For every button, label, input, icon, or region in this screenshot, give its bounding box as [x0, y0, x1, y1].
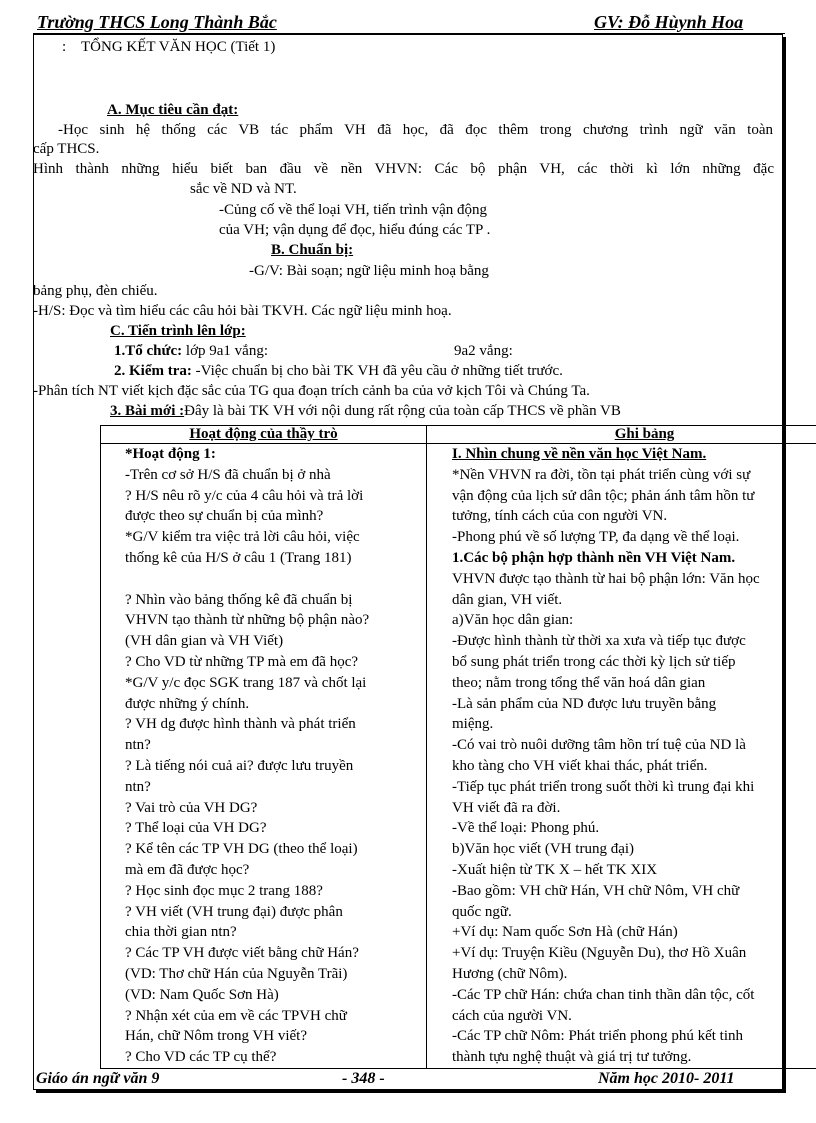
activity-line: ? VH viết (VH trung đại) được phân: [125, 903, 343, 920]
activity-line: ntn?: [125, 778, 151, 795]
footer-rule: [33, 1089, 785, 1090]
activity-line: [125, 569, 426, 590]
table-left-column: [101, 444, 427, 1069]
board-line: kho tàng cho VH viết khai thác, phát triển.: [452, 757, 708, 774]
activity-line: VHVN tạo thành từ những bộ phận nào?: [125, 612, 370, 629]
activity-line: ? Thể loại của VH DG?: [125, 820, 267, 837]
activity-table: [100, 425, 816, 1069]
board-line: -Tiếp tục phát triển trong suốt thời kì trung đại khi: [452, 778, 755, 795]
activity-line: ? Là tiếng nói cuả ai? được lưu truyền: [125, 757, 354, 774]
section-a-line2: cấp THCS.: [33, 141, 100, 157]
section-c3: 3. Bài mới :Đây là bài TK VH với nội dung rất rộng của toàn cấp THCS về phần VB: [110, 403, 621, 419]
activity-line: ? Cho VD các TP cụ thể?: [125, 1049, 277, 1066]
activity-line: (VD: Nam Quốc Sơn Hà): [125, 986, 279, 1003]
lesson-title-prefix: :: [62, 39, 67, 55]
section-c2-line2: -Phân tích NT viết kịch đặc sắc của TG qua đoạn trích cảnh ba của vở kịch Tôi và Chúng Ta.: [33, 383, 590, 399]
board-line: a)Văn học dân gian:: [452, 612, 574, 629]
footer-right: Năm học 2010- 2011: [598, 1070, 735, 1087]
header-school: Trường THCS Long Thành Bắc: [37, 12, 277, 32]
board-line: tưởng, tính cách của con người VN.: [452, 508, 668, 525]
activity-line: được theo sự chuẩn bị của mình?: [125, 508, 324, 525]
section-c-heading: C. Tiến trình lên lớp:: [110, 323, 246, 339]
activity-line: Hán, chữ Nôm trong VH viết?: [125, 1028, 307, 1045]
board-line: quốc ngữ.: [452, 903, 512, 920]
activity-line: chia thời gian ntn?: [125, 924, 237, 941]
section-a-line5: -Củng cố về thể loại VH, tiến trình vận động: [219, 202, 488, 218]
board-line: VH viết đã ra đời.: [452, 799, 561, 816]
section-b-line3: -H/S: Đọc và tìm hiểu các câu hỏi bài TKVH. Các ngữ liệu minh hoạ.: [33, 303, 452, 319]
activity-line: ntn?: [125, 737, 151, 754]
activity-line: ? Vai trò của VH DG?: [125, 799, 258, 816]
section-a-line1: -Học sinh hệ thống các VB tác phẩm VH đã học, đã đọc thêm trong chương trình ngữ văn toàn: [58, 122, 773, 138]
board-line: -Xuất hiện từ TK X – hết TK XIX: [452, 861, 658, 878]
board-line: -Về thể loại: Phong phú.: [452, 820, 600, 837]
activity-line: ? Nhìn vào bảng thống kê đã chuẩn bị: [125, 591, 353, 608]
activity-line: ? Kể tên các TP VH DG (theo thể loại): [125, 841, 358, 858]
activity-line: ? VH dg được hình thành và phát triển: [125, 716, 356, 733]
board-line: VHVN được tạo thành từ hai bộ phận lớn: Văn học: [452, 570, 760, 587]
board-line: -Phong phú về số lượng TP, đa dạng về thể loại.: [452, 529, 740, 546]
section-c2: 2. Kiểm tra: -Việc chuẩn bị cho bài TK VH đã yêu cầu ở những tiết trước.: [114, 363, 563, 379]
board-line: dân gian, VH viết.: [452, 591, 563, 608]
activity-line: ? Học sinh đọc mục 2 trang 188?: [125, 882, 323, 899]
board-line: -Bao gồm: VH chữ Hán, VH chữ Nôm, VH chữ: [452, 882, 740, 899]
activity-line: thống kê của H/S ở câu 1 (Trang 181): [125, 549, 352, 566]
activity-line: ? Các TP VH được viết bằng chữ Hán?: [125, 945, 359, 962]
board-line: -Là sản phẩm của ND được lưu truyền bằng: [452, 695, 717, 712]
footer-left: Giáo án ngữ văn 9: [36, 1070, 160, 1087]
board-line: 1.Các bộ phận hợp thành nền VH Việt Nam.: [452, 549, 736, 566]
board-line: -Có vai trò nuôi dưỡng tâm hồn trí tuệ của ND là: [452, 737, 746, 754]
activity-line: (VD: Thơ chữ Hán của Nguyễn Trãi): [125, 965, 348, 982]
board-line: vận động của lịch sử dân tộc; phản ánh tâm hồn tư: [452, 487, 755, 504]
section-b-line1: -G/V: Bài soạn; ngữ liệu minh hoạ bằng: [249, 263, 489, 279]
table-header-left: Hoạt động của thầy trò: [101, 426, 427, 444]
footer-page-number: - 348 -: [342, 1070, 385, 1087]
activity-line: được những ý chính.: [125, 695, 250, 712]
board-line: miệng.: [452, 716, 494, 733]
board-line: thành tựu nghệ thuật và giá trị tư tưởng.: [452, 1049, 692, 1066]
activity-line: *G/V kiểm tra việc trả lời câu hỏi, việc: [125, 529, 360, 546]
table-header-right: Ghi bảng: [427, 426, 816, 444]
section-a-line4: sắc về ND và NT.: [190, 181, 297, 197]
board-line: b)Văn học viết (VH trung đại): [452, 841, 635, 858]
header-teacher: GV: Đỗ Hùynh Hoa: [594, 12, 744, 32]
activity-line: ? Nhận xét của em về các TPVH chữ: [125, 1007, 347, 1024]
board-line: +Ví dụ: Truyện Kiều (Nguyễn Du), thơ Hồ Xuân: [452, 945, 747, 962]
activity-line: (VH dân gian và VH Viết): [125, 633, 284, 650]
section-a-line3: Hình thành những hiểu biết ban đầu về nền VHVN: Các bộ phận VH, các thời kì lớn những đặc: [33, 161, 774, 177]
activity-line: ? Cho VD từ những TP mà em đã học?: [125, 653, 359, 670]
section-a-heading: A. Mục tiêu cần đạt:: [107, 102, 239, 118]
board-line: +Ví dụ: Nam quốc Sơn Hà (chữ Hán): [452, 924, 678, 941]
section-b-line2: bảng phụ, đèn chiếu.: [33, 283, 158, 299]
board-line: I. Nhìn chung về nền văn học Việt Nam.: [452, 446, 707, 462]
table-right-column: [427, 444, 816, 1069]
board-line: -Các TP chữ Nôm: Phát triển phong phú kết tinh: [452, 1028, 744, 1045]
board-line: Hương (chữ Nôm).: [452, 965, 568, 982]
lesson-title: TỔNG KẾT VĂN HỌC (Tiết 1): [81, 39, 276, 55]
section-c1: 1.Tổ chức: lớp 9a1 vắng:: [114, 343, 269, 359]
activity-line: *Hoạt động 1:: [125, 446, 216, 462]
section-a-line6: của VH; vận dụng để đọc, hiểu đúng các TP .: [219, 222, 491, 238]
activity-line: ? H/S nêu rõ y/c của 4 câu hỏi và trả lời: [125, 487, 364, 504]
section-b-heading: B. Chuẩn bị:: [271, 242, 354, 258]
activity-line: mà em đã được học?: [125, 861, 250, 878]
board-line: -Được hình thành từ thời xa xưa và tiếp tục được: [452, 633, 746, 650]
board-line: -Các TP chữ Hán: chứa chan tinh thần dân tộc, cốt: [452, 986, 755, 1003]
board-line: bổ sung phát triển trong các thời kỳ lịch sử tiếp: [452, 653, 736, 670]
board-line: cách của người VN.: [452, 1007, 572, 1024]
section-c1-right: 9a2 vắng:: [454, 343, 513, 359]
activity-line: -Trên cơ sở H/S đã chuẩn bị ở nhà: [125, 466, 331, 483]
board-line: *Nền VHVN ra đời, tồn tại phát triển cùng với sự: [452, 466, 751, 483]
board-line: theo; nằm trong tổng thể văn hoá dân gian: [452, 674, 706, 691]
activity-line: *G/V y/c đọc SGK trang 187 và chốt lại: [125, 674, 367, 691]
